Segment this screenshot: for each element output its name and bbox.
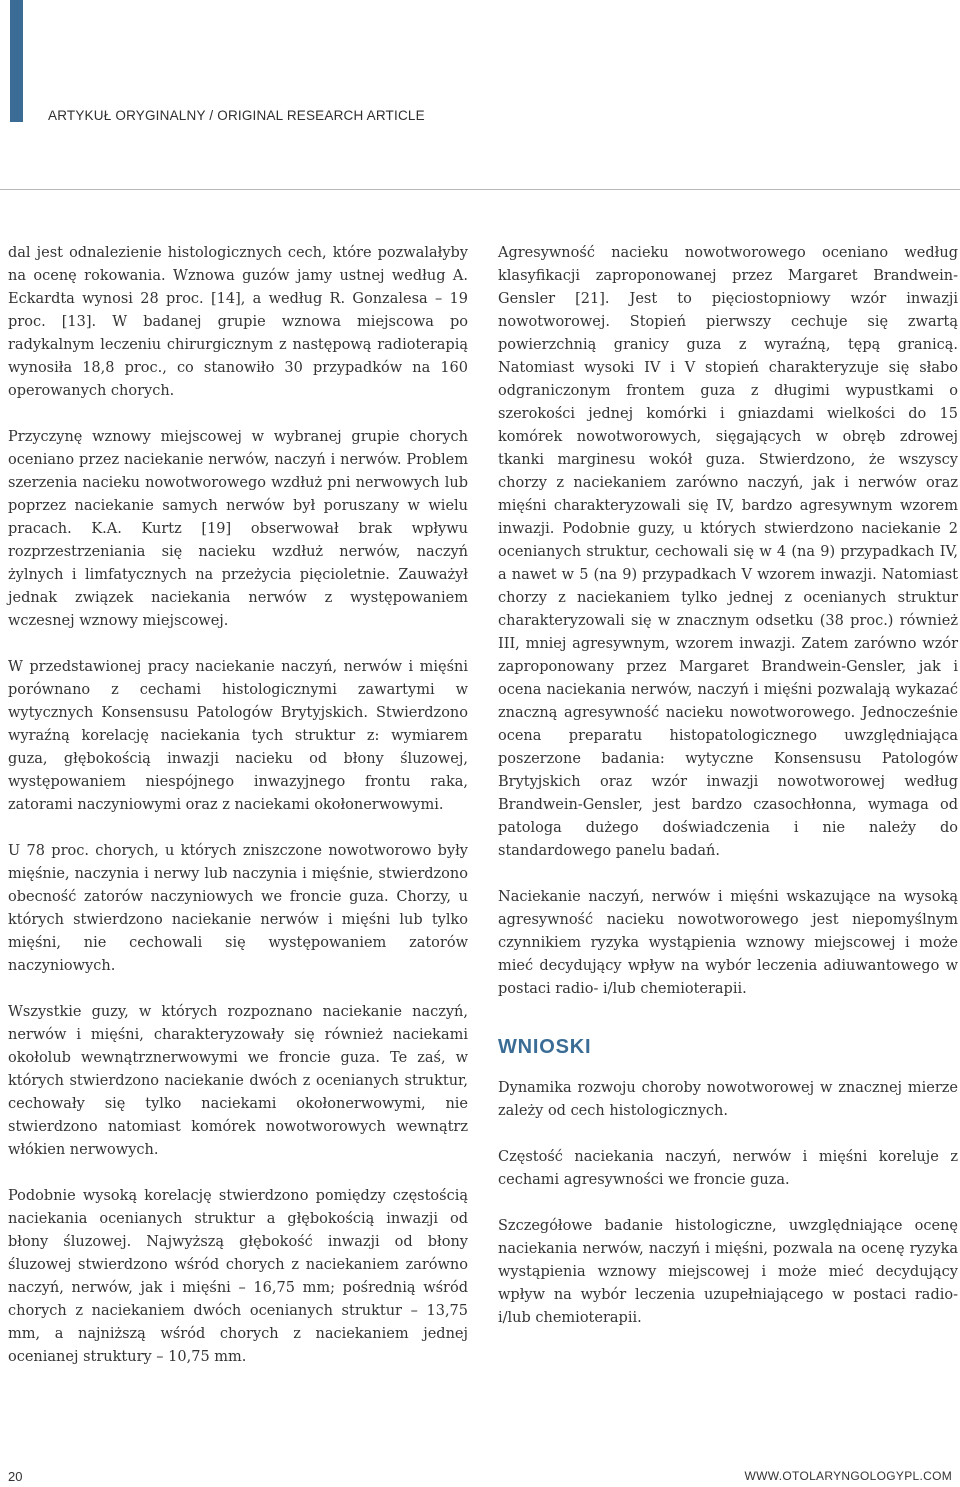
- running-head: ARTYKUŁ ORYGINALNY / ORIGINAL RESEARCH ARTICLE: [48, 108, 425, 123]
- paragraph: Podobnie wysoką korelację stwierdzono pomiędzy częstością naciekania ocenianych struktur a głębokością inwazji od błony śluzowej. Najwyższą głębokość inwazji od błony śluzowej stwierdzono wśród chorych z naciekaniem zarówno naczyń, nerwów, jak i mięśni – 16,75 mm; pośrednią wśród chorych z naciekaniem dwóch ocenianych struktur – 13,75 mm, a najniższą wśród chorych z naciekaniem jednej ocenianej struktury – 10,75 mm.: [8, 1188, 468, 1365]
- accent-bar: [10, 0, 23, 122]
- paragraph: Przyczynę wznowy miejscowej w wybranej grupie chorych oceniano przez naciekanie nerwów, naczyń i nerwów. Problem szerzenia nacieku nowotworowego wzdłuż pni nerwowych lub poprzez naciekanie samych nerwów był poruszany w wielu pracach. K.A. Kurtz [19] obserwował brak wpływu rozprzestrzeniania się nacieku wzdłuż nerwów, naczyń żylnych i limfatycznych na przeżycia pięcioletnie. Zauważył jednak związek naciekania nerwów z występowaniem wczesnej wznowy miejscowej.: [8, 429, 468, 629]
- section-heading-conclusions: WNIOSKI: [498, 1036, 592, 1058]
- paragraph: U 78 proc. chorych, u których zniszczone nowotworowo były mięśnie, naczynia i nerwy lub naczynia i mięśnie, stwierdzono obecność zatorów naczyniowych we froncie guza. Chorzy, u których stwierdzono naciekanie nerwów i mięśni lub tylko mięśni, nie cechowali się występowaniem zatorów naczyniowych.: [8, 843, 468, 974]
- left-column: [8, 242, 468, 1392]
- paragraph: Wszystkie guzy, w których rozpoznano naciekanie naczyń, nerwów i mięśni, charakteryzowały się również naciekami okołolub wewnątrznerwowymi we froncie guza. Te zaś, w których stwierdzono naciekanie dwóch z ocenianych struktur, cechowały się tylko naciekami okołonerwowymi, nie stwierdzono natomiast komórek nowotworowych wewnątrz włókien nerwowych.: [8, 1004, 468, 1158]
- paragraph: Naciekanie naczyń, nerwów i mięśni wskazujące na wysoką agresywność nacieku nowotworowego jest niepomyślnym czynnikiem ryzyka wystąpienia wznowy miejscowej i może mieć decydujący wpływ na wybór leczenia adiuwantowego w postaci radio- i/lub chemioterapii.: [498, 889, 958, 997]
- conclusion-paragraph: Częstość naciekania naczyń, nerwów i mięśni koreluje z cechami agresywności we froncie guza.: [498, 1149, 958, 1188]
- page-number: 20: [8, 1469, 23, 1484]
- website-url: WWW.OTOLARYNGOLOGYPL.COM: [744, 1469, 952, 1483]
- right-column: [498, 242, 958, 1353]
- conclusion-paragraph: Szczegółowe badanie histologiczne, uwzględniające ocenę naciekania nerwów, naczyń i mięśni, pozwala na ocenę ryzyka wystąpienia wznowy miejscowej i może mieć decydujący wpływ na wybór leczenia uzupełniającego w postaci radio- i/lub chemioterapii.: [498, 1218, 958, 1326]
- header-divider: [0, 189, 960, 190]
- paragraph: W przedstawionej pracy naciekanie naczyń, nerwów i mięśni porównano z cechami histologicznymi zawartymi w wytycznych Konsensusu Patologów Brytyjskich. Stwierdzono wyraźną korelację naciekania tych struktur z: wymiarem guza, głębokością inwazji nacieku od błony śluzowej, występowaniem niespójnego inwazyjnego frontu raka, zatorami naczyniowymi oraz z naciekami okołonerwowymi.: [8, 659, 468, 813]
- paragraph: Agresywność nacieku nowotworowego oceniano według klasyfikacji zaproponowanej przez Margaret Brandwein-Gensler [21]. Jest to pięciostopniowy wzór inwazji nowotworowej. Stopień pierwszy cechuje się zwartą powierzchnią granicy guza z wyraźną, tępą granicą. Natomiast wysoki IV i V stopień charakteryzuje się słabo odgraniczonym frontem guza z długimi wypustkami o szerokości jednej komórki i gniazdami wielkości do 15 komórek nowotworowych, sięgających w obręb zdrowej tkanki marginesu wokół guza. Stwierdzono, że wszyscy chorzy z naciekaniem zarówno naczyń, jak i nerwów oraz mięśni charakteryzowali się IV, bardzo agresywnym wzorem inwazji. Podobnie guzy, u których stwierdzono naciekanie 2 ocenianych struktur, cechowali się w 4 (na 9) przypadkach IV, a nawet w 5 (na 9) przypadkach V wzorem inwazji. Natomiast chorzy z naciekaniem tylko jednej z ocenianych struktur charakteryzowali się w znacznym odsetku (38 proc.) również III, mniej agresywnym, wzorem inwazji. Zatem zarówno wzór zaproponowany przez Margaret Brandwein-Gensler, jak i ocena naciekania nerwów, naczyń i mięśni pozwalają wykazać znaczną agresywność nacieku nowotworowego. Jednocześnie ocena preparatu histopatologicznego uwzględniająca poszerzone badania: wytyczne Konsensusu Patologów Brytyjskich oraz wzór inwazji nowotworowej według Brandwein-Gensler, jest bardzo czasochłonna, wymaga od patologa dużego doświadczenia i nie należy do standardowego panelu badań.: [498, 245, 958, 859]
- paragraph: dal jest odnalezienie histologicznych cech, które pozwalałyby na ocenę rokowania. Wznowa guzów jamy ustnej według A. Eckardta wynosi 28 proc. [14], a według R. Gonzalesa – 19 proc. [13]. W badanej grupie wznowa miejscowa po radykalnym leczeniu chirurgicznym z następową radioterapią wynosiła 18,8 proc., co stanowiło 30 przypadków na 160 operowanych chorych.: [8, 245, 468, 399]
- conclusion-paragraph: Dynamika rozwoju choroby nowotworowej w znacznej mierze zależy od cech histologicznych.: [498, 1080, 958, 1119]
